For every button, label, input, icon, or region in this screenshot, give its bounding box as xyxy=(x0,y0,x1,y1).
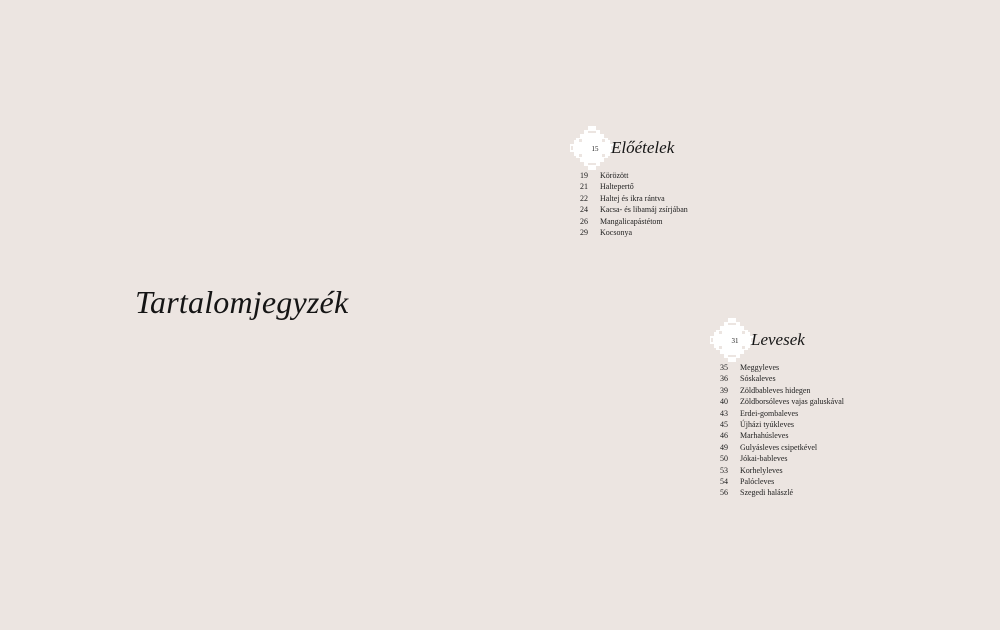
page-title: Tartalomjegyzék xyxy=(135,284,349,320)
entry-page-number: 26 xyxy=(580,216,588,226)
entry-page-number: 22 xyxy=(580,193,588,203)
section-header-starters xyxy=(570,126,830,170)
section-soups xyxy=(710,318,970,499)
entry-page-number: 19 xyxy=(580,171,588,180)
entry-page-number: 40 xyxy=(720,397,728,407)
list-item xyxy=(710,442,970,453)
list-item xyxy=(570,181,830,192)
entry-title: Erdei-gombaleves xyxy=(740,408,799,418)
entry-title: Haltej és ikra rántva xyxy=(600,193,665,203)
entry-page-number: 39 xyxy=(720,385,728,395)
list-item xyxy=(570,227,830,238)
list-item xyxy=(710,487,970,498)
entry-title: Körözött xyxy=(600,171,629,180)
entry-title: Marhahúsleves xyxy=(740,431,789,441)
entry-title: Palócleves xyxy=(740,476,775,486)
list-item xyxy=(710,408,970,419)
list-item xyxy=(710,465,970,476)
entry-title: Zöldbableves hidegen xyxy=(740,385,811,395)
entry-page-number: 24 xyxy=(580,205,588,215)
section-page-number: 15 xyxy=(591,145,599,153)
list-item xyxy=(710,453,970,464)
list-item xyxy=(570,193,830,204)
section-header-soups xyxy=(710,318,970,362)
entry-page-number: 29 xyxy=(580,227,588,237)
entry-title: Újházi tyúkleves xyxy=(740,419,794,429)
list-item xyxy=(710,385,970,396)
section-title-soups: Levesek xyxy=(751,330,805,349)
entry-title: Mangalicapástétom xyxy=(600,216,663,226)
section-title-starters: Előételek xyxy=(611,138,675,157)
list-item xyxy=(710,430,970,441)
entry-title: Korhelyleves xyxy=(740,465,783,475)
entry-title: Szegedi halászlé xyxy=(740,488,794,498)
list-item xyxy=(710,419,970,430)
entry-page-number: 50 xyxy=(720,454,728,464)
section-starters xyxy=(570,126,830,238)
list-item xyxy=(710,476,970,487)
entry-page-number: 49 xyxy=(720,442,728,452)
list-item xyxy=(570,216,830,227)
starter-list xyxy=(570,170,830,238)
entry-page-number: 21 xyxy=(580,182,588,192)
list-item xyxy=(570,204,830,215)
entry-title: Sóskaleves xyxy=(740,374,776,384)
entry-title: Meggyleves xyxy=(740,363,780,372)
list-item xyxy=(710,396,970,407)
entry-page-number: 46 xyxy=(720,431,728,441)
entry-title: Zöldborsóleves vajas galuskával xyxy=(740,397,844,407)
entry-title: Haltepertő xyxy=(600,182,634,192)
entry-title: Gulyásleves csipetkével xyxy=(740,442,818,452)
soup-list xyxy=(710,362,970,499)
list-item xyxy=(570,170,830,181)
entry-title: Kacsa- és libamáj zsírjában xyxy=(600,205,688,215)
entry-page-number: 36 xyxy=(720,374,728,384)
entry-page-number: 56 xyxy=(720,488,728,498)
entry-title: Kocsonya xyxy=(600,227,632,237)
list-item xyxy=(710,373,970,384)
section-page-number: 31 xyxy=(731,337,739,345)
entry-title: Jókai-bableves xyxy=(740,454,788,464)
entry-page-number: 35 xyxy=(720,363,728,372)
entry-page-number: 43 xyxy=(720,408,728,418)
entry-page-number: 45 xyxy=(720,419,728,429)
list-item xyxy=(710,362,970,373)
entry-page-number: 54 xyxy=(720,476,728,486)
entry-page-number: 53 xyxy=(720,465,728,475)
